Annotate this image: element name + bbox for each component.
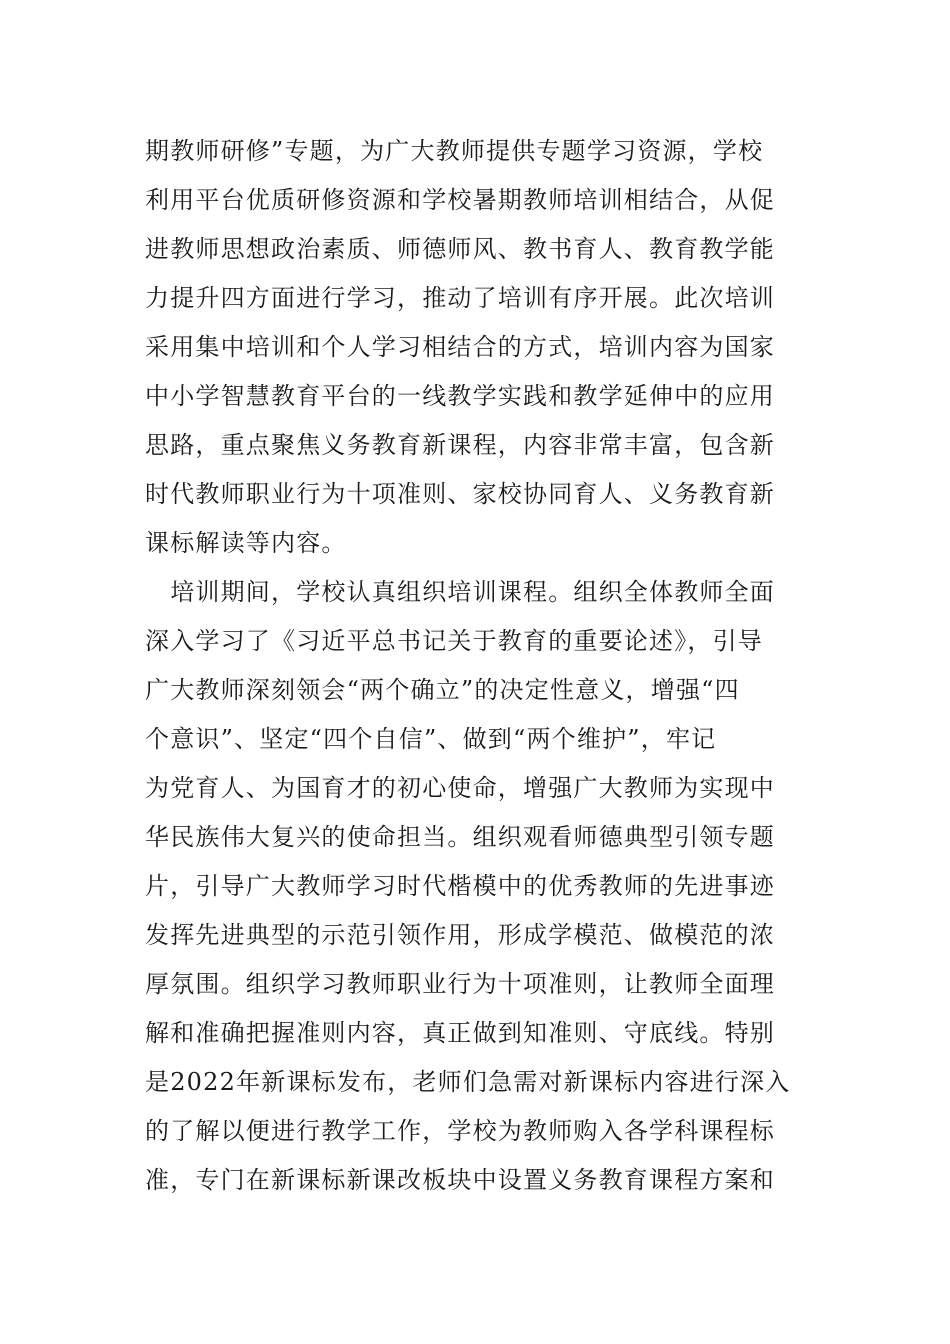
text-line: 进教师思想政治素质、师德师风、教书育人、教育教学能 <box>145 235 775 263</box>
text-line: 为党育人、为国育才的初心使命，增强广大教师为实现中 <box>145 774 775 802</box>
text-line: 片，引导广大教师学习时代楷模中的优秀教师的先进事迹 <box>145 872 775 900</box>
text-line: 思路，重点聚焦义务教育新课程，内容非常丰富，包含新 <box>145 431 775 459</box>
text-line: 是2022年新课标发布，老师们急需对新课标内容进行深入 <box>145 1068 791 1096</box>
text-line: 华民族伟大复兴的使命担当。组织观看师德典型引领专题 <box>145 823 775 851</box>
text-line: 准，专门在新课标新课改板块中设置义务教育课程方案和 <box>145 1166 775 1194</box>
text-line: 发挥先进典型的示范引领作用，形成学模范、做模范的浓 <box>145 921 775 949</box>
text-line: 解和准确把握准则内容，真正做到知准则、守底线。特别 <box>145 1019 775 1047</box>
text-line: 采用集中培训和个人学习相结合的方式，培训内容为国家 <box>145 333 775 361</box>
text-line: 培训期间，学校认真组织培训课程。组织全体教师全面 <box>145 578 775 606</box>
text-line: 课标解读等内容。 <box>145 529 347 557</box>
text-line: 深入学习了《习近平总书记关于教育的重要论述》，引导 <box>145 627 763 655</box>
text-line: 厚氛围。组织学习教师职业行为十项准则，让教师全面理 <box>145 970 775 998</box>
body-text <box>145 127 815 1205</box>
text-line: 利用平台优质研修资源和学校暑期教师培训相结合，从促 <box>145 186 775 214</box>
text-line: 期教师研修”专题，为广大教师提供专题学习资源，学校 <box>145 137 764 165</box>
text-line: 的了解以便进行教学工作，学校为教师购入各学科课程标 <box>145 1117 775 1145</box>
text-line: 时代教师职业行为十项准则、家校协同育人、义务教育新 <box>145 480 775 508</box>
text-line: 中小学智慧教育平台的一线教学实践和教学延伸中的应用 <box>145 382 775 410</box>
text-line: 个意识”、坚定“四个自信”、做到“两个维护”，牢记 <box>145 725 717 753</box>
text-line: 力提升四方面进行学习，推动了培训有序开展。此次培训 <box>145 284 775 312</box>
text-line: 广大教师深刻领会“两个确立”的决定性意义，增强“四 <box>145 676 740 704</box>
